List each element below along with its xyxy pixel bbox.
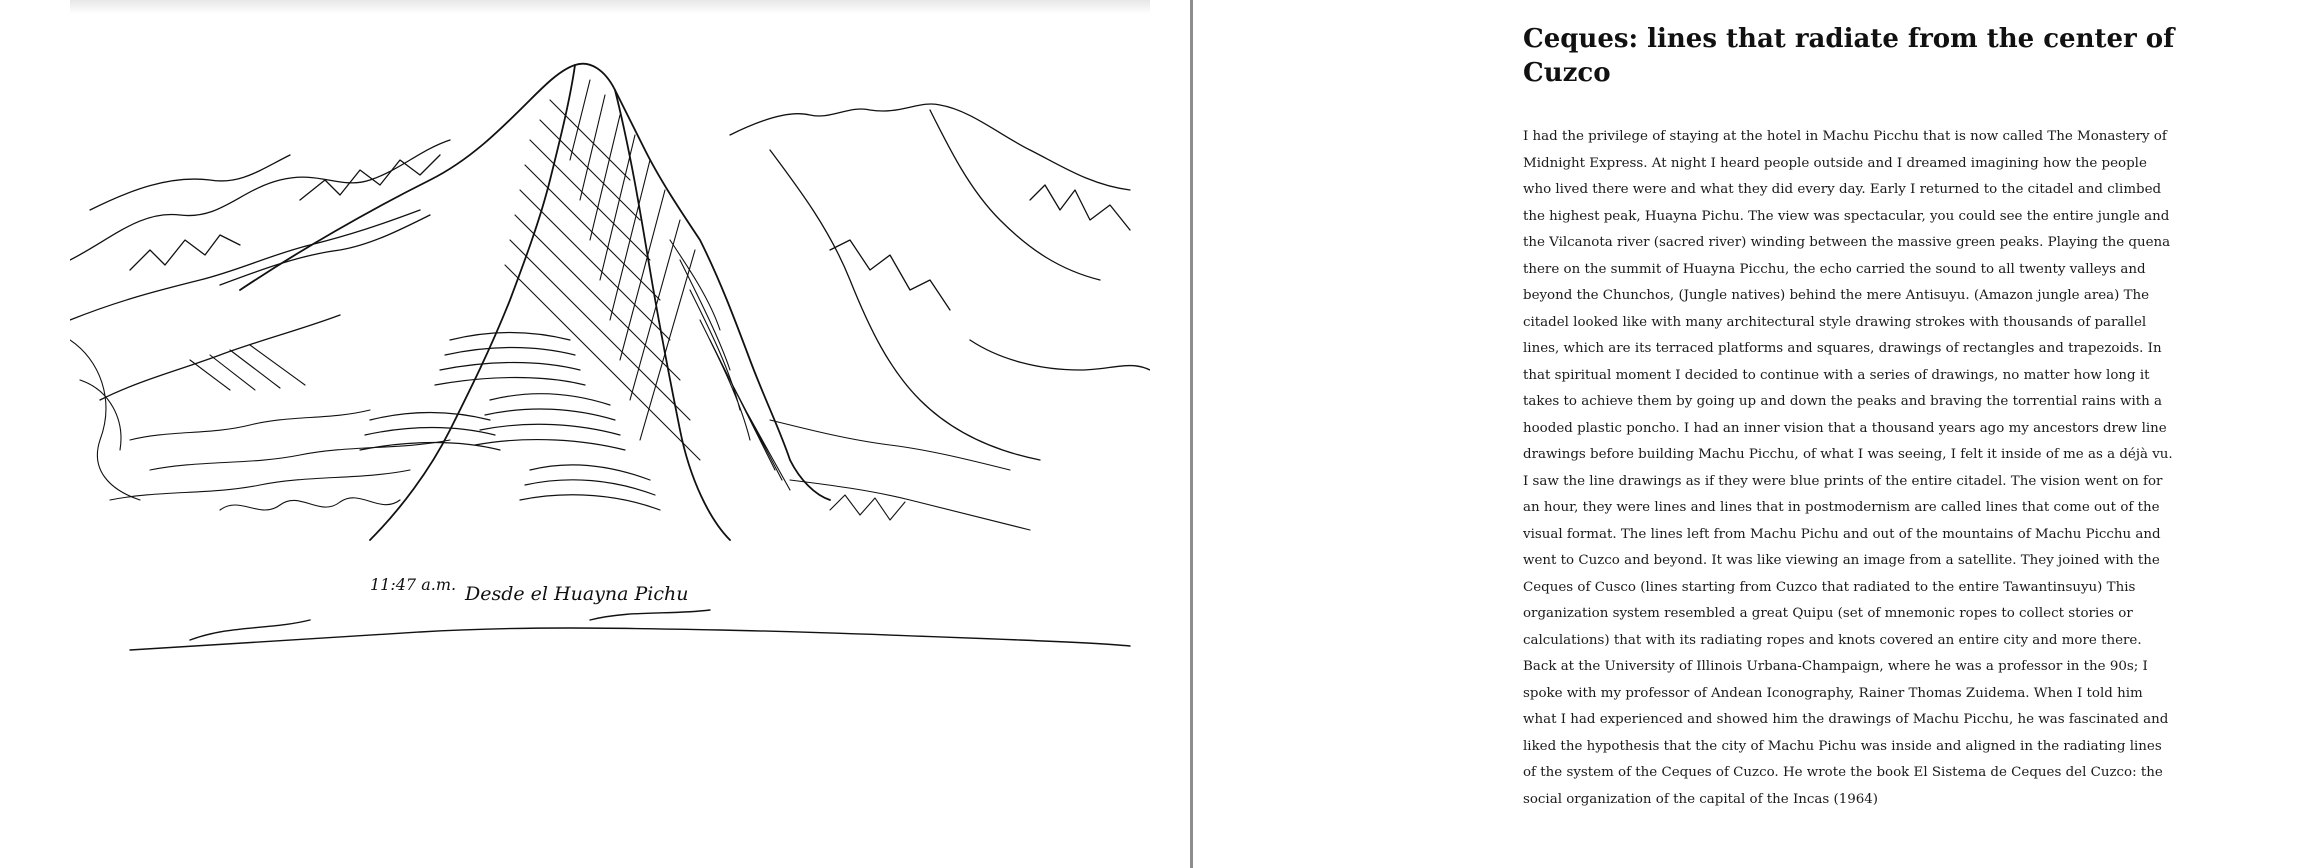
base-line — [130, 610, 1130, 650]
background-ridges-right — [730, 104, 1150, 460]
peak-hatching — [505, 80, 790, 490]
page-edge-shadow — [70, 0, 1150, 14]
drawing-time-inscription: 11:47 a.m. — [370, 575, 457, 594]
body-paragraph: I had the privilege of staying at the hotel in Machu Picchu that is now called The Monastery of Midnight Express. At night I heard people outside and I dreamed imagining how the people who lived there were and what they did every day. Early I returned to the citadel and climbed the highest peak, Huayna Pichu. The view was spectacular, you could see the entire jungle and the Vilcanota river (sacred river) winding between the massive green peaks. Playing the quena there on the summit of Huayna Picchu, the echo carried the sound to all twenty valleys and beyond the Chunchos, (Jungle natives) behind the mere Antisuyu. (Amazon jungle area) The citadel looked like with many architectural style drawing strokes with thousands of parallel lines, which are its terraced platforms and squares, drawings of rectangles and trapezoids. In that spiritual moment I decided to continue with a series of drawings, no matter how long it takes to achieve them by going up and down the peaks and braving the torrential rains with a hooded plastic poncho. I had an inner vision that a thousand years ago my ancestors drew line drawings before building Machu Picchu, of what I was seeing, I felt it inside of me as a déjà vu. I saw the line drawings as if they were blue prints of the entire citadel. The vision went on for an hour, they were lines and lines that in postmodernism are called lines that come out of the visual format. The lines left from Machu Pichu and out of the mountains of Machu Picchu and went to Cuzco and beyond. It was like viewing an image from a satellite. They joined with the Ceques of Cusco (lines starting from Cuzco that radiated to the entire Tawantinsuyu) This organization system resembled a great Quipu (set of mnemonic ropes to collect stories or calculations) that with its radiating ropes and knots covered an entire city and more there. Back at the University of Illinois Urbana-Champaign, where he was a professor in the 90s; I spoke with my professor of Andean Iconography, Rainer Thomas Zuidema. When I told him what I had experienced and showed him the drawings of Machu Picchu, he was fascinated and liked the hypothesis that the city of Machu Pichu was inside and aligned in the radiating lines of the system of the Ceques of Cuzco. He wrote the book El Sistema de Ceques del Cuzco: the social organization of the capital of the Incas (1964) — [1523, 129, 2173, 807]
right-page — [1193, 0, 2314, 868]
background-ridges-left — [70, 140, 450, 400]
page-title: Ceques: lines that radiate from the center of Cuzco — [1523, 24, 2175, 88]
lower-slopes — [70, 340, 1030, 530]
mountain-drawing — [70, 40, 1150, 680]
drawing-caption-inscription: Desde el Huayna Pichu — [465, 583, 689, 605]
terraces — [360, 333, 660, 511]
